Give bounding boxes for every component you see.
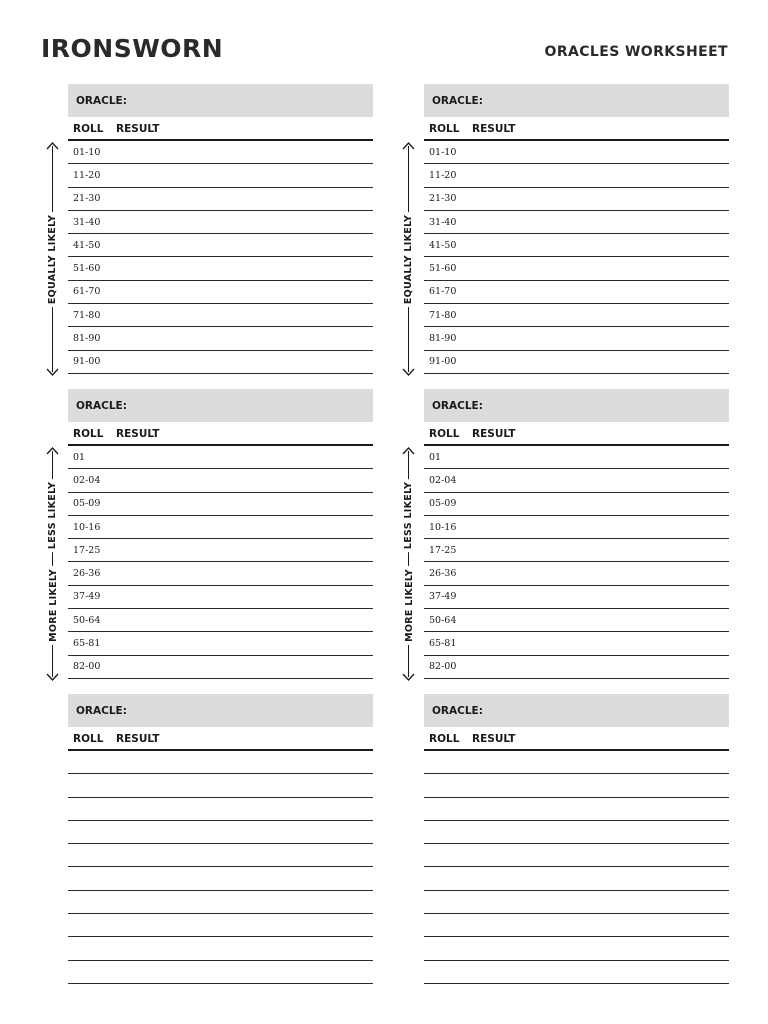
roll-range: 05-09	[429, 498, 457, 510]
roll-range: 81-90	[73, 333, 101, 345]
roll-range: 50-64	[429, 614, 457, 626]
roll-header: ROLL	[73, 733, 104, 745]
oracle-label: ORACLE:	[432, 94, 483, 107]
oracle-table-equal-left	[68, 84, 373, 374]
oracle-name-field[interactable]	[68, 84, 373, 117]
table-row[interactable]	[424, 211, 729, 234]
oracle-label: ORACLE:	[76, 94, 127, 107]
column-header	[424, 120, 729, 141]
roll-range: 65-81	[429, 638, 457, 650]
roll-header: ROLL	[73, 123, 104, 135]
oracle-table-weighted-left	[68, 389, 373, 679]
table-row[interactable]	[424, 914, 729, 937]
roll-range: 82-00	[73, 661, 101, 673]
roll-range: 17-25	[73, 544, 101, 556]
less-likely-label: LESS LIKELY	[48, 478, 59, 551]
equally-likely-label: EQUALLY LIKELY	[404, 211, 415, 306]
table-row[interactable]	[424, 844, 729, 867]
roll-range: 26-36	[73, 568, 101, 580]
equally-likely-indicator	[399, 142, 419, 376]
result-header: RESULT	[116, 123, 160, 135]
table-row[interactable]	[424, 867, 729, 890]
roll-range: 51-60	[73, 263, 101, 275]
roll-range: 26-36	[429, 568, 457, 580]
arrow-up-icon	[43, 142, 62, 150]
oracle-name-field[interactable]	[424, 389, 729, 422]
arrow-up-icon	[399, 142, 418, 150]
roll-range: 61-70	[429, 286, 457, 298]
oracle-table-blank-right	[424, 694, 729, 984]
roll-range: 71-80	[73, 309, 101, 321]
more-likely-label: MORE LIKELY	[48, 566, 59, 645]
table-row[interactable]	[68, 914, 373, 937]
oracle-name-field[interactable]	[424, 694, 729, 727]
result-header: RESULT	[472, 123, 516, 135]
result-header: RESULT	[472, 428, 516, 440]
table-row[interactable]	[68, 609, 373, 632]
table-row[interactable]	[68, 281, 373, 304]
table-row[interactable]	[424, 304, 729, 327]
oracle-label: ORACLE:	[432, 704, 483, 717]
table-row[interactable]	[424, 351, 729, 374]
table-row[interactable]	[68, 844, 373, 867]
table-row[interactable]	[424, 493, 729, 516]
roll-range: 11-20	[429, 169, 457, 181]
likelihood-indicator	[399, 447, 419, 681]
table-row[interactable]	[424, 234, 729, 257]
column-header	[68, 120, 373, 141]
arrow-up-icon	[43, 447, 62, 455]
more-likely-label: MORE LIKELY	[404, 566, 415, 645]
roll-range: 91-00	[73, 356, 101, 368]
roll-range: 21-30	[429, 193, 457, 205]
table-row[interactable]	[424, 798, 729, 821]
table-row[interactable]	[68, 821, 373, 844]
roll-range: 01	[73, 451, 86, 463]
column-header	[424, 425, 729, 446]
table-row[interactable]	[424, 327, 729, 350]
roll-range: 61-70	[73, 286, 101, 298]
table-row[interactable]	[68, 586, 373, 609]
table-row[interactable]	[424, 891, 729, 914]
roll-range: 91-00	[429, 356, 457, 368]
roll-range: 41-50	[73, 239, 101, 251]
table-row[interactable]	[68, 539, 373, 562]
result-header: RESULT	[472, 733, 516, 745]
roll-range: 17-25	[429, 544, 457, 556]
table-row[interactable]	[68, 164, 373, 187]
roll-range: 01-10	[73, 146, 101, 158]
table-row[interactable]	[424, 539, 729, 562]
roll-range: 31-40	[429, 216, 457, 228]
column-header	[68, 425, 373, 446]
oracle-name-field[interactable]	[68, 694, 373, 727]
table-row[interactable]	[68, 304, 373, 327]
result-header: RESULT	[116, 733, 160, 745]
table-row[interactable]	[424, 937, 729, 960]
roll-range: 01-10	[429, 146, 457, 158]
arrow-down-icon	[399, 673, 418, 681]
table-row[interactable]	[424, 632, 729, 655]
table-row[interactable]	[424, 446, 729, 469]
roll-range: 10-16	[73, 521, 101, 533]
likelihood-indicator	[43, 447, 63, 681]
table-row[interactable]	[68, 446, 373, 469]
roll-range: 51-60	[429, 263, 457, 275]
roll-range: 10-16	[429, 521, 457, 533]
column-header	[424, 730, 729, 751]
table-row[interactable]	[424, 586, 729, 609]
roll-header: ROLL	[429, 428, 460, 440]
brand-title: IRONSWORN	[41, 34, 224, 63]
table-row[interactable]	[424, 188, 729, 211]
roll-range: 37-49	[73, 591, 101, 603]
table-row[interactable]	[424, 751, 729, 774]
table-row[interactable]	[68, 961, 373, 984]
table-row[interactable]	[424, 562, 729, 585]
table-row[interactable]	[68, 891, 373, 914]
table-row[interactable]	[68, 656, 373, 679]
roll-range: 81-90	[429, 333, 457, 345]
table-row[interactable]	[424, 164, 729, 187]
roll-range: 82-00	[429, 661, 457, 673]
roll-header: ROLL	[429, 733, 460, 745]
table-row[interactable]	[424, 821, 729, 844]
roll-header: ROLL	[429, 123, 460, 135]
table-row[interactable]	[424, 141, 729, 164]
oracle-table-equal-right	[424, 84, 729, 374]
oracle-table-weighted-right	[424, 389, 729, 679]
oracle-label: ORACLE:	[432, 399, 483, 412]
roll-range: 02-04	[429, 474, 457, 486]
roll-range: 31-40	[73, 216, 101, 228]
roll-range: 05-09	[73, 498, 101, 510]
table-row[interactable]	[424, 516, 729, 539]
roll-range: 65-81	[73, 638, 101, 650]
roll-range: 37-49	[429, 591, 457, 603]
table-row[interactable]	[68, 188, 373, 211]
oracle-name-field[interactable]	[68, 389, 373, 422]
table-row[interactable]	[424, 469, 729, 492]
table-row[interactable]	[424, 281, 729, 304]
table-row[interactable]	[68, 351, 373, 374]
table-row[interactable]	[68, 141, 373, 164]
arrow-down-icon	[43, 673, 62, 681]
roll-range: 41-50	[429, 239, 457, 251]
result-header: RESULT	[116, 428, 160, 440]
arrow-down-icon	[399, 368, 418, 376]
table-row[interactable]	[68, 469, 373, 492]
table-row[interactable]	[68, 632, 373, 655]
roll-range: 11-20	[73, 169, 101, 181]
roll-range: 01	[429, 451, 442, 463]
table-row[interactable]	[424, 257, 729, 280]
table-row[interactable]	[68, 516, 373, 539]
less-likely-label: LESS LIKELY	[404, 478, 415, 551]
oracle-name-field[interactable]	[424, 84, 729, 117]
roll-header: ROLL	[73, 428, 104, 440]
oracle-label: ORACLE:	[76, 704, 127, 717]
table-row[interactable]	[424, 656, 729, 679]
roll-range: 21-30	[73, 193, 101, 205]
equally-likely-indicator	[43, 142, 63, 376]
arrow-up-icon	[399, 447, 418, 455]
worksheet-title: ORACLES WORKSHEET	[544, 44, 728, 60]
table-row[interactable]	[68, 774, 373, 797]
table-row[interactable]	[68, 493, 373, 516]
oracle-label: ORACLE:	[76, 399, 127, 412]
table-row[interactable]	[68, 798, 373, 821]
roll-range: 02-04	[73, 474, 101, 486]
roll-range: 71-80	[429, 309, 457, 321]
table-row[interactable]	[68, 867, 373, 890]
equally-likely-label: EQUALLY LIKELY	[48, 211, 59, 306]
table-row[interactable]	[68, 937, 373, 960]
table-row[interactable]	[68, 257, 373, 280]
table-row[interactable]	[424, 961, 729, 984]
table-row[interactable]	[68, 211, 373, 234]
table-row[interactable]	[68, 327, 373, 350]
table-row[interactable]	[68, 234, 373, 257]
roll-range: 50-64	[73, 614, 101, 626]
table-row[interactable]	[68, 562, 373, 585]
oracle-table-blank-left	[68, 694, 373, 984]
column-header	[68, 730, 373, 751]
table-row[interactable]	[68, 751, 373, 774]
table-row[interactable]	[424, 774, 729, 797]
arrow-down-icon	[43, 368, 62, 376]
table-row[interactable]	[424, 609, 729, 632]
